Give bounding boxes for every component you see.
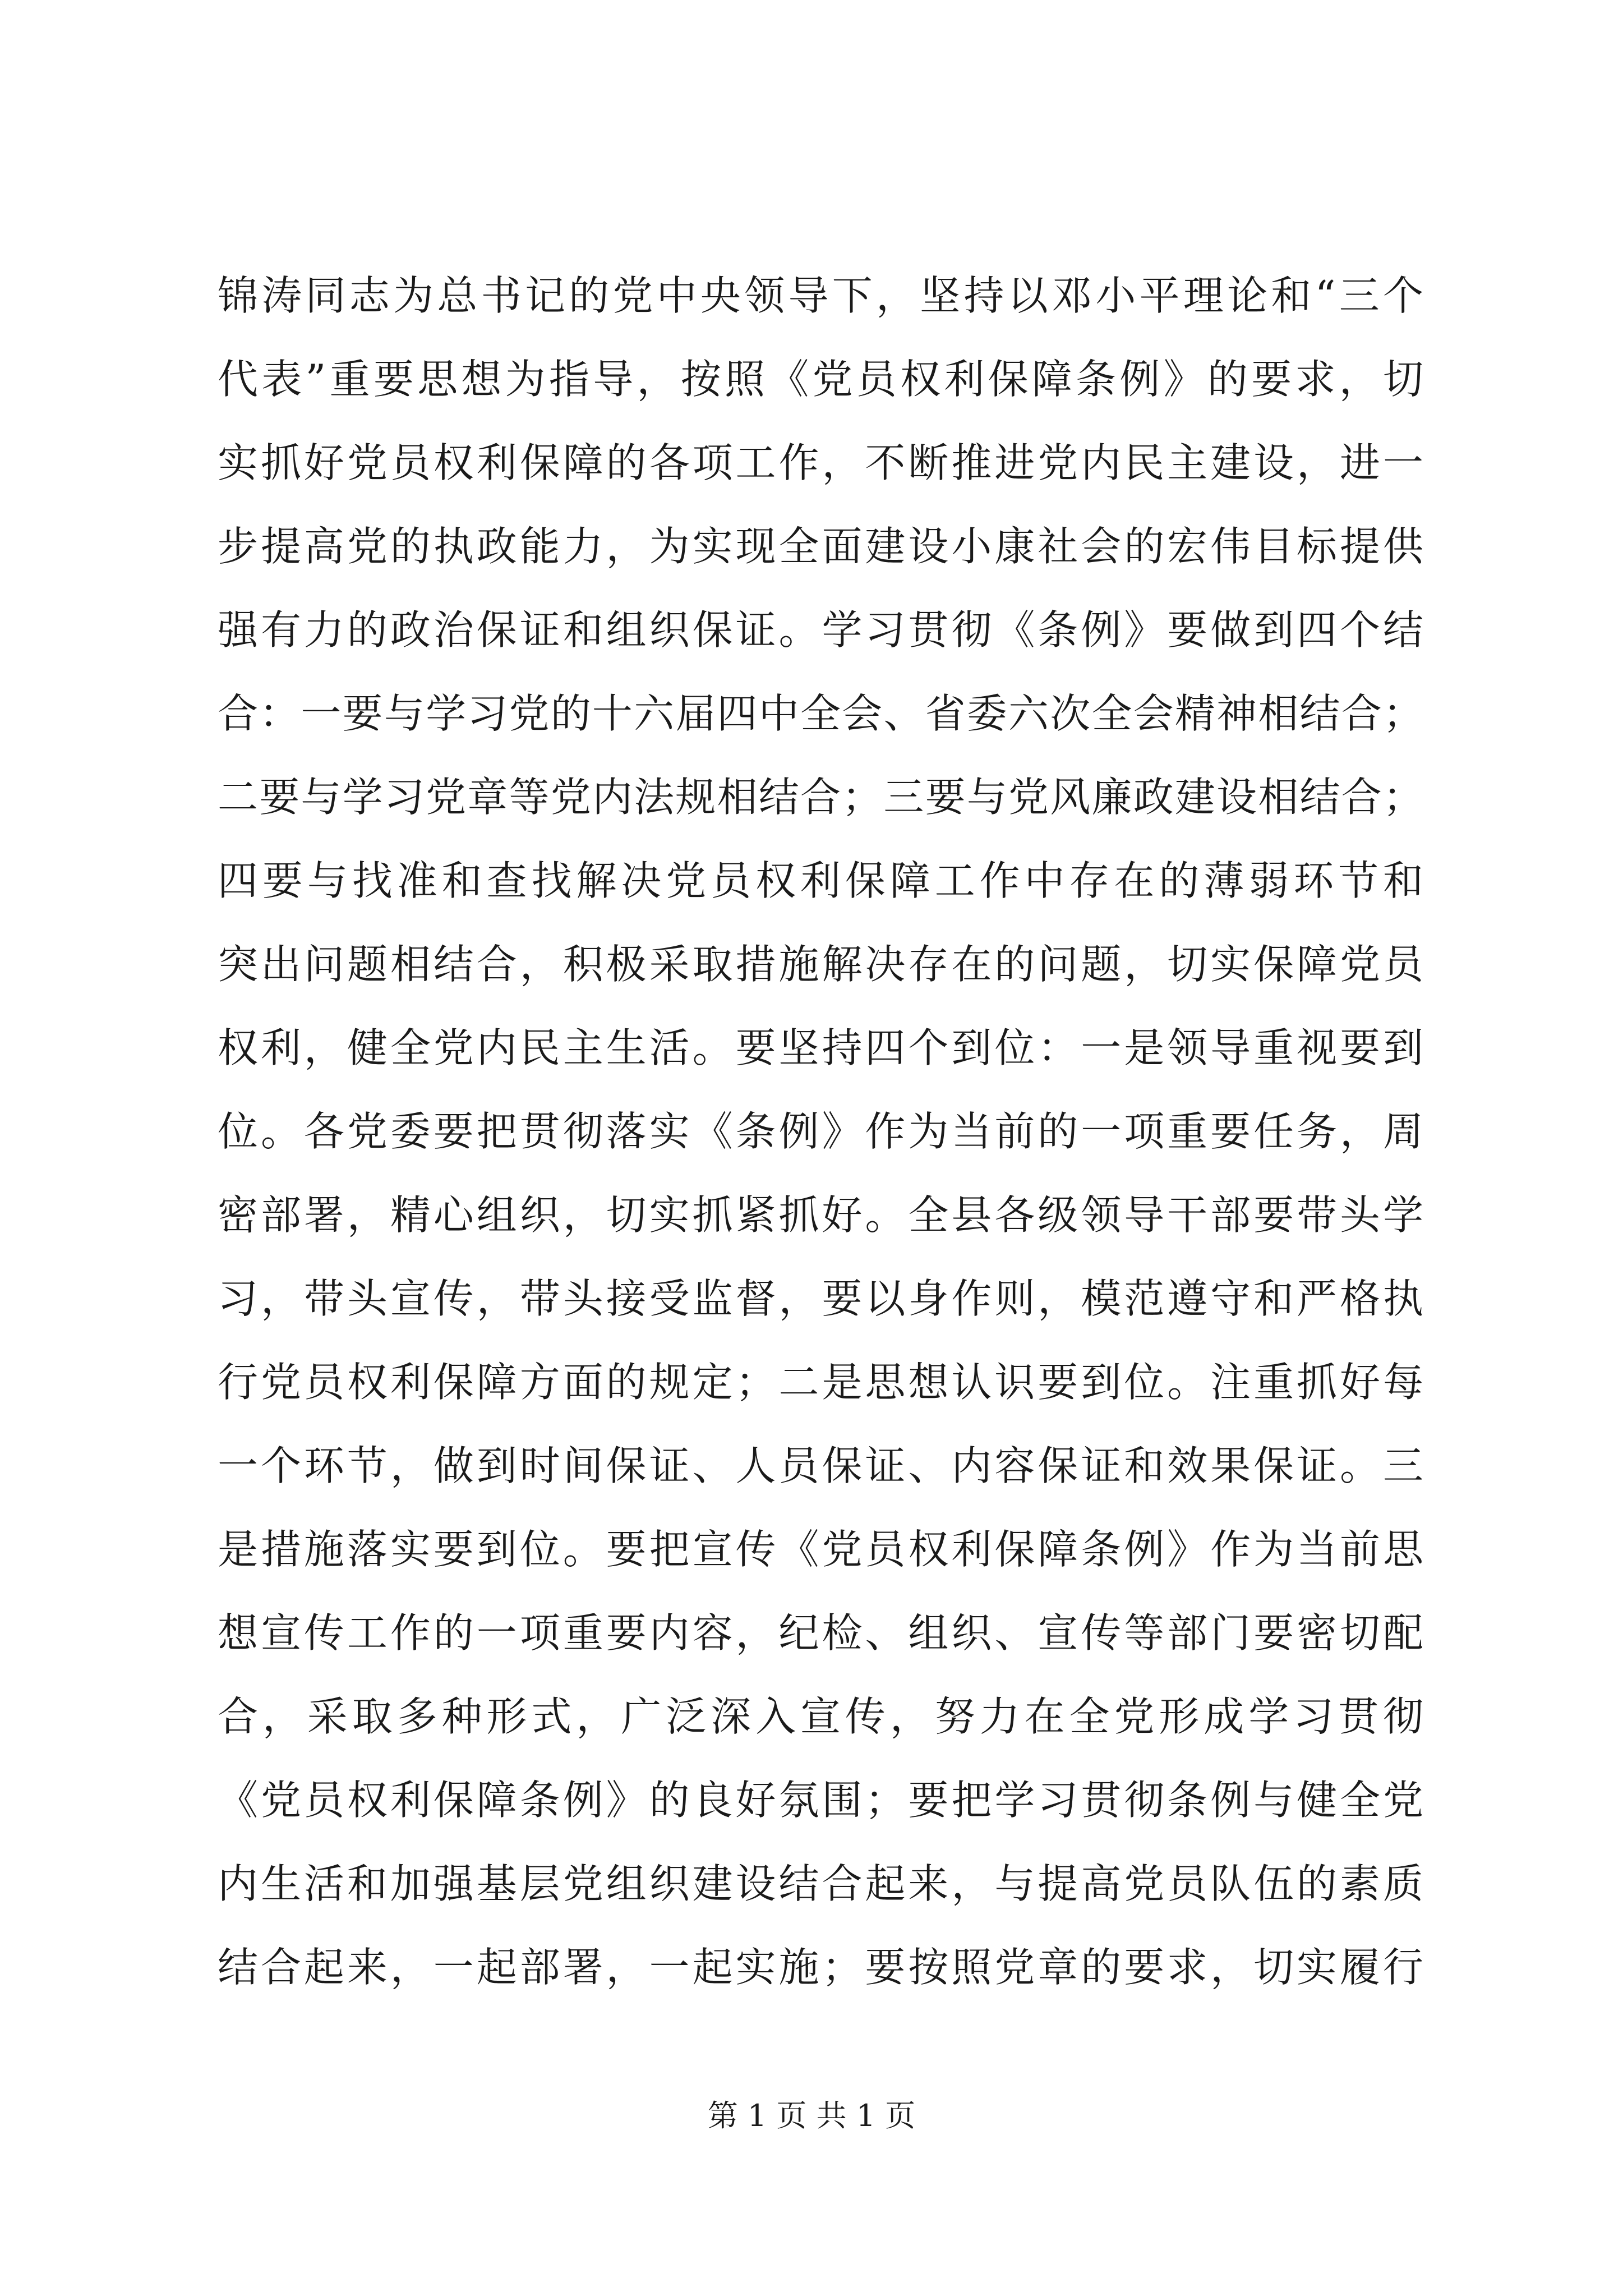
text-line: 行党员权利保障方面的规定；二是思想认识要到位。注重抓好每 bbox=[218, 1359, 1423, 1406]
text-line: 二要与学习党章等党内法规相结合；三要与党风廉政建设相结合； bbox=[218, 774, 1423, 821]
text-line: 代表”重要思想为指导，按照《党员权利保障条例》的要求，切 bbox=[218, 356, 1423, 403]
text-line: 权利，健全党内民主生活。要坚持四个到位：一是领导重视要到 bbox=[218, 1024, 1423, 1071]
text-line: 合：一要与学习党的十六届四中全会、省委六次全会精神相结合； bbox=[218, 690, 1423, 737]
text-line: 一个环节，做到时间保证、人员保证、内容保证和效果保证。三 bbox=[218, 1442, 1423, 1489]
page-number: 第 1 页 共 1 页 bbox=[707, 2098, 916, 2133]
text-line: 密部署，精心组织，切实抓紧抓好。全县各级领导干部要带头学 bbox=[218, 1191, 1423, 1239]
text-line: 强有力的政治保证和组织保证。学习贯彻《条例》要做到四个结 bbox=[218, 606, 1423, 654]
text-line: 步提高党的执政能力，为实现全面建设小康社会的宏伟目标提供 bbox=[218, 523, 1423, 570]
text-line: 是措施落实要到位。要把宣传《党员权利保障条例》作为当前思 bbox=[218, 1526, 1423, 1573]
text-line: 突出问题相结合，积极采取措施解决存在的问题，切实保障党员 bbox=[218, 941, 1423, 988]
text-line: 位。各党委要把贯彻落实《条例》作为当前的一项重要任务，周 bbox=[218, 1108, 1423, 1155]
text-line: 结合起来，一起部署，一起实施；要按照党章的要求，切实履行 bbox=[218, 1944, 1423, 1991]
text-line: 四要与找准和查找解决党员权利保障工作中存在的薄弱环节和 bbox=[218, 857, 1423, 904]
page-footer bbox=[0, 2093, 1623, 2138]
text-line: 锦涛同志为总书记的党中央领导下，坚持以邓小平理论和“三个 bbox=[218, 272, 1423, 319]
text-line: 实抓好党员权利保障的各项工作，不断推进党内民主建设，进一 bbox=[218, 439, 1423, 486]
text-line: 合，采取多种形式，广泛深入宣传，努力在全党形成学习贯彻 bbox=[218, 1693, 1423, 1740]
text-line: 《党员权利保障条例》的良好氛围；要把学习贯彻条例与健全党 bbox=[218, 1777, 1423, 1824]
text-line: 想宣传工作的一项重要内容，纪检、组织、宣传等部门要密切配 bbox=[218, 1609, 1423, 1657]
text-line: 习，带头宣传，带头接受监督，要以身作则，模范遵守和严格执 bbox=[218, 1275, 1423, 1322]
text-line: 内生活和加强基层党组织建设结合起来，与提高党员队伍的素质 bbox=[218, 1860, 1423, 1907]
